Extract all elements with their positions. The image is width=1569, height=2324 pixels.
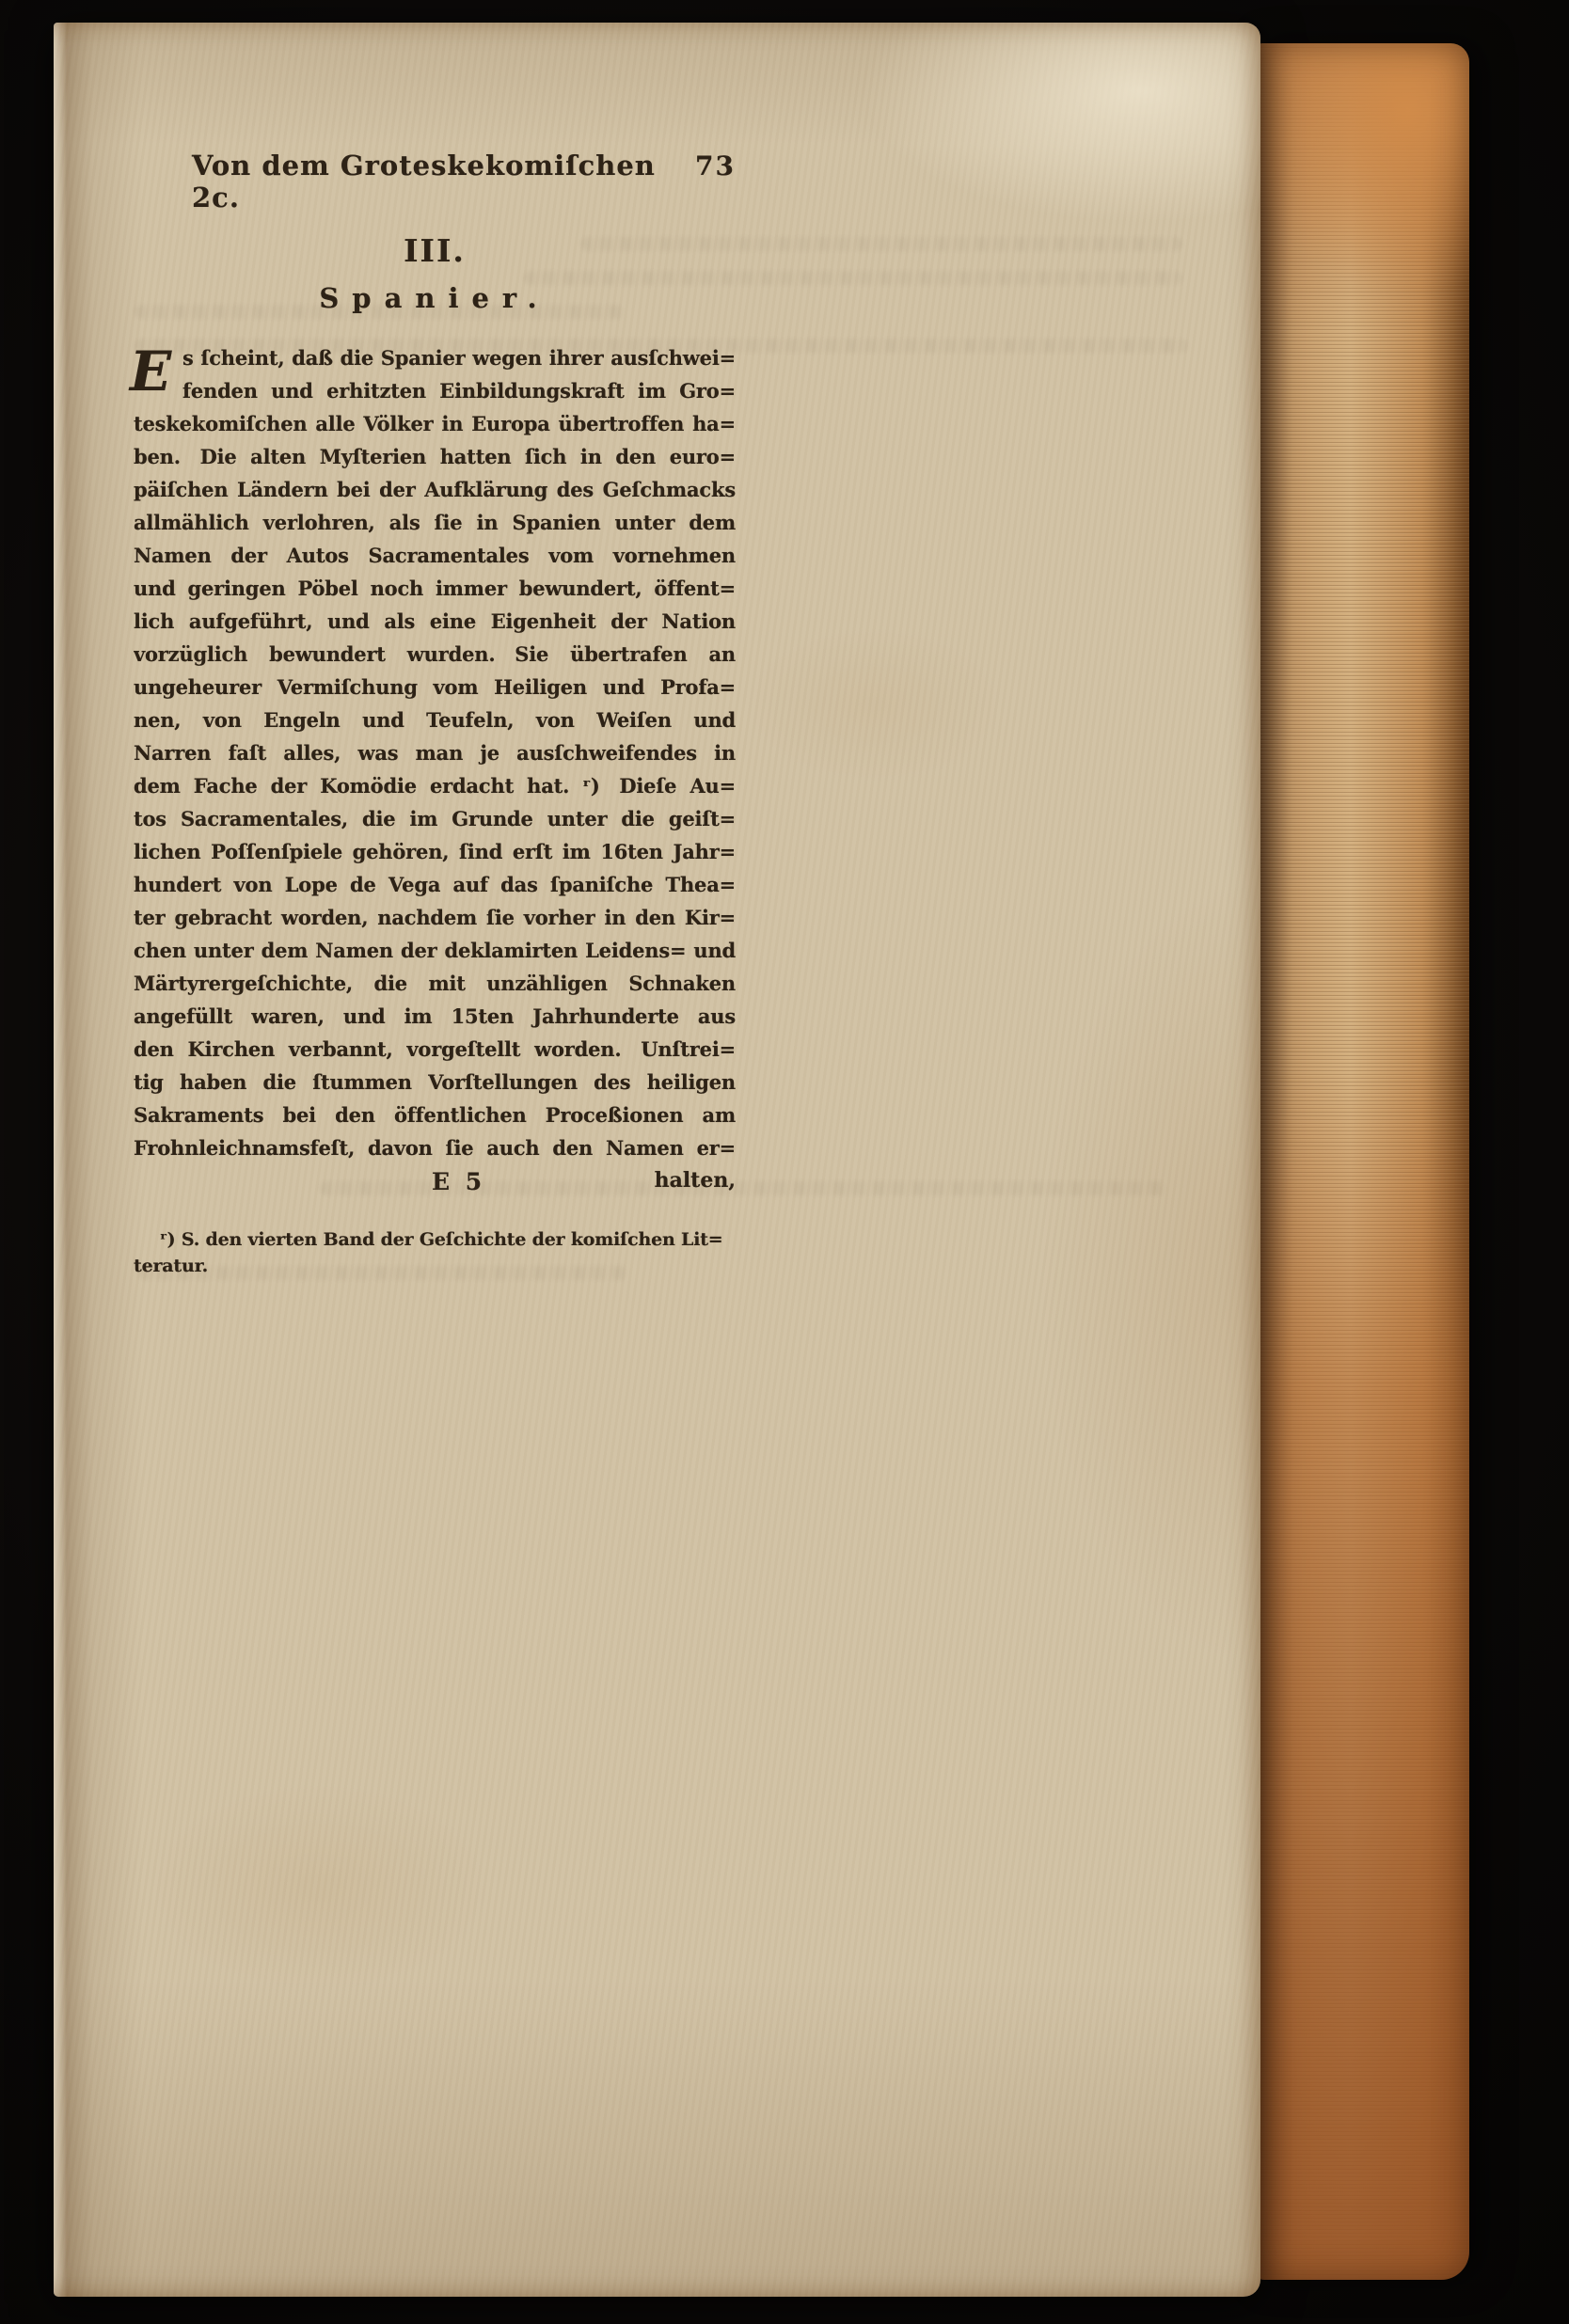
body-line: vorzüglich bewundert wurden. Sie übertrafen an bbox=[134, 642, 736, 666]
section-number: III. bbox=[404, 232, 466, 269]
signature-mark: E 5 bbox=[432, 1168, 486, 1195]
body-line: Märtyrergeſchichte, die mit unzähligen Schnaken bbox=[134, 972, 736, 995]
section-title: Spanier. bbox=[319, 282, 550, 314]
dropcap-initial: E bbox=[130, 340, 172, 403]
catchword: halten, bbox=[654, 1168, 736, 1193]
body-line: und geringen Pöbel noch immer bewundert, öffent= bbox=[134, 577, 736, 600]
text-block bbox=[130, 150, 736, 1279]
body-line: nen, von Engeln und Teufeln, von Weiſen und bbox=[134, 708, 736, 732]
footnote-line: ʳ) S. den vierten Band der Geſchichte der komiſchen Lit= bbox=[160, 1229, 723, 1250]
body-line: ungeheurer Vermiſchung vom Heiligen und Profa= bbox=[134, 675, 736, 699]
body-line: Frohnleichnamsfeſt, davon ſie auch den Namen er= bbox=[134, 1136, 736, 1160]
page-number: 73 bbox=[695, 150, 736, 182]
running-header bbox=[134, 150, 736, 213]
body-line: tos Sacramentales, die im Grunde unter die geiſt= bbox=[134, 807, 736, 830]
book-page bbox=[54, 23, 1260, 2297]
signature-row bbox=[134, 1168, 736, 1202]
body-line: Sakraments bei den öffentlichen Proceßionen am bbox=[134, 1103, 736, 1127]
body-line: fenden und erhitzten Einbildungskraft im Gro= bbox=[182, 379, 736, 403]
body-line: päiſchen Ländern bei der Aufklärung des Geſchmacks bbox=[134, 478, 736, 501]
body-line: s ſcheint, daß die Spanier wegen ihrer ausſchwei= bbox=[182, 346, 736, 370]
body-line: hundert von Lope de Vega auf das ſpaniſche Thea= bbox=[134, 873, 736, 896]
body-line: Namen der Autos Sacramentales vom vornehmen bbox=[134, 544, 736, 567]
book-fore-edge bbox=[1253, 43, 1469, 2280]
body-line: ter gebracht worden, nachdem ſie vorher in den Kir= bbox=[134, 906, 736, 929]
body-line: lichen Poſſenſpiele gehören, ſind erſt im 16ten Jahr= bbox=[134, 840, 736, 863]
footnote-line: teratur. bbox=[134, 1256, 209, 1276]
body-line: tig haben die ſtummen Vorſtellungen des heiligen bbox=[134, 1070, 736, 1094]
body-line: chen unter dem Namen der deklamirten Leidens= und bbox=[134, 939, 736, 962]
body-line: Narren faſt alles, was man je ausſchweifendes in bbox=[134, 741, 736, 765]
body-line: ben. Die alten Myſterien hatten ſich in den euro= bbox=[134, 445, 736, 468]
body-line: den Kirchen verbannt, vorgeſtellt worden. Unſtrei= bbox=[134, 1037, 736, 1061]
body-line: angefüllt waren, und im 15ten Jahrhunderte aus bbox=[134, 1004, 736, 1028]
running-header-title: Von dem Groteskekomiſchen 2c. bbox=[192, 150, 656, 213]
body-line: dem Fache der Komödie erdacht hat. ʳ) Dieſe Au= bbox=[134, 774, 736, 798]
footnote bbox=[134, 1226, 736, 1279]
body-line: teskekomiſchen alle Völker in Europa übertroffen ha= bbox=[134, 412, 736, 435]
body-line: lich aufgeführt, und als eine Eigenheit der Nation bbox=[134, 609, 736, 633]
body-line: allmählich verlohren, als ſie in Spanien unter dem bbox=[134, 511, 736, 534]
body-text bbox=[130, 340, 736, 1164]
